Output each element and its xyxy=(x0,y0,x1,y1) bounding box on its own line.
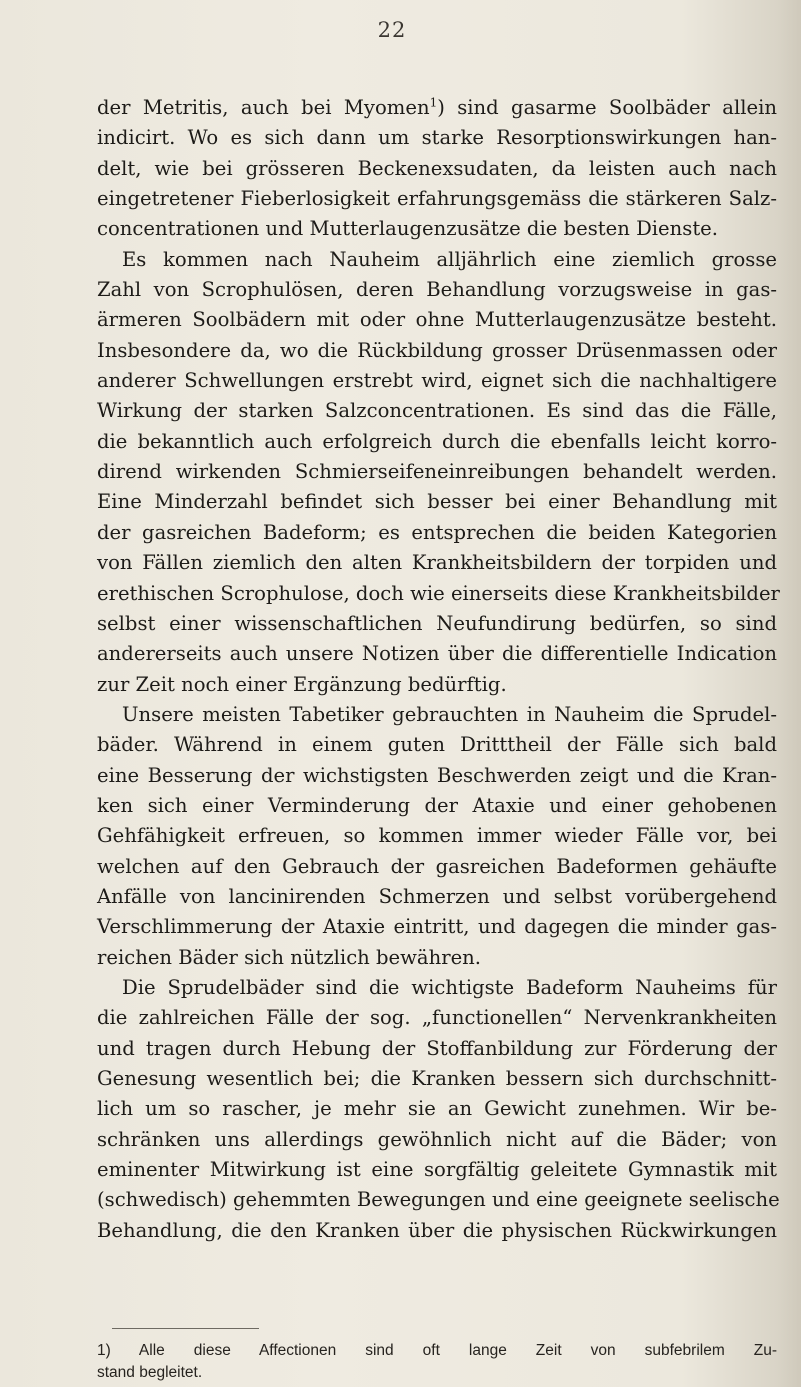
text-line: schränken uns allerdings gewöhnlich nicht auf die Bäder; von xyxy=(97,1127,777,1151)
text-line: die bekanntlich auch erfolgreich durch die ebenfalls leicht korro- xyxy=(97,429,777,453)
footnote-divider xyxy=(112,1328,259,1329)
text-line: delt, wie bei grösseren Beckenexsudaten, da leisten auch nach xyxy=(97,156,777,180)
text-line: reichen Bäder sich nützlich bewähren. xyxy=(97,945,482,969)
text-line: Unsere meisten Tabetiker gebrauchten in Nauheim die Sprudel- xyxy=(122,702,777,726)
text-line: die zahlreichen Fälle der sog. „functionellen“ Nervenkrankheiten xyxy=(97,1006,777,1030)
text-line: Genesung wesentlich bei; die Kranken bessern sich durchschnitt- xyxy=(97,1067,777,1090)
text-line: concentrationen und Mutterlaugenzusätze die besten Dienste. xyxy=(97,217,719,241)
text-line: dirend wirkenden Schmierseifeneinreibungen behandelt werden. xyxy=(97,460,777,484)
footnote xyxy=(97,1340,777,1384)
text-line: Zahl von Scrophulösen, deren Behandlung vorzugsweise in gas- xyxy=(97,278,777,302)
text-line: Wirkung der starken Salzconcentrationen. Es sind das die Fälle, xyxy=(97,399,777,423)
paragraph-4 xyxy=(97,973,780,1246)
text-line: zur Zeit noch einer Ergänzung bedürftig. xyxy=(97,672,507,696)
text-line: Es kommen nach Nauheim alljährlich eine ziemlich grosse xyxy=(122,247,777,271)
footnote-marker[interactable]: 1 xyxy=(429,95,438,110)
text-line: anderer Schwellungen erstrebt wird, eignet sich die nachhaltigere xyxy=(97,369,777,393)
text-line: lich um so rascher, je mehr sie an Gewicht zunehmen. Wir be- xyxy=(97,1097,777,1121)
text-line: und tragen durch Hebung der Stoffanbildung zur Förderung der xyxy=(97,1036,777,1060)
text-line: selbst einer wissenschaftlichen Neufundirung bedürfen, so sind xyxy=(97,611,777,635)
text-line: bäder. Während in einem guten Dritttheil der Fälle sich bald xyxy=(97,733,777,757)
text-line: Die Sprudelbäder sind die wichtigste Badeform Nauheims für xyxy=(122,975,777,999)
paragraph-2 xyxy=(97,245,780,700)
text-line: Insbesondere da, wo die Rückbildung grosser Drüsenmassen oder xyxy=(97,338,777,362)
text-line: Anfälle von lancinirenden Schmerzen und selbst vorübergehend xyxy=(97,884,777,908)
text-line: Verschlimmerung der Ataxie eintritt, und dagegen die minder gas- xyxy=(97,915,777,939)
text-line: von Fällen ziemlich den alten Krankheitsbildern der torpiden und xyxy=(97,551,777,575)
text-line: andererseits auch unsere Notizen über die differentielle Indication xyxy=(97,642,777,666)
paragraph-1 xyxy=(97,93,777,245)
text-line: eminenter Mitwirkung ist eine sorgfältig geleitete Gymnastik mit xyxy=(97,1158,777,1182)
page-number: 22 xyxy=(377,18,407,42)
paragraph-3 xyxy=(97,700,777,973)
footnote-line: 1) Alle diese Affectionen sind oft lange Zeit von subfebrilem Zu- xyxy=(97,1342,777,1359)
text-line: ärmeren Soolbädern mit oder ohne Mutterlaugenzusätze besteht. xyxy=(97,308,777,332)
text-line: der Metritis, auch bei Myomen$^1$) sind gasarme Soolbäder allein xyxy=(97,95,777,119)
body-text xyxy=(97,93,780,1246)
text-line: Eine Minderzahl befindet sich besser bei einer Behandlung mit xyxy=(97,490,777,514)
text-line: welchen auf den Gebrauch der gasreichen Badeformen gehäufte xyxy=(97,854,777,878)
text-line: ken sich einer Verminderung der Ataxie und einer gehobenen xyxy=(97,793,777,817)
footnote-line: stand begleitet. xyxy=(97,1364,203,1381)
text-line: Behandlung, die den Kranken über die physischen Rückwirkungen xyxy=(97,1218,777,1242)
text-line: Gehfähigkeit erfreuen, so kommen immer wieder Fälle vor, bei xyxy=(97,824,777,848)
text-line: eine Besserung der wichstigsten Beschwerden zeigt und die Kran- xyxy=(97,763,777,787)
text-line: (schwedisch) gehemmten Bewegungen und eine geeignete seelische xyxy=(97,1188,780,1212)
text-line: indicirt. Wo es sich dann um starke Resorptionswirkungen han- xyxy=(97,126,777,150)
text-line: der gasreichen Badeform; es entsprechen die beiden Kategorien xyxy=(97,520,777,544)
text-line: eingetretener Fieberlosigkeit erfahrungsgemäss die stärkeren Salz- xyxy=(97,187,777,211)
text-line: erethischen Scrophulose, doch wie einerseits diese Krankheitsbilder xyxy=(97,581,780,605)
